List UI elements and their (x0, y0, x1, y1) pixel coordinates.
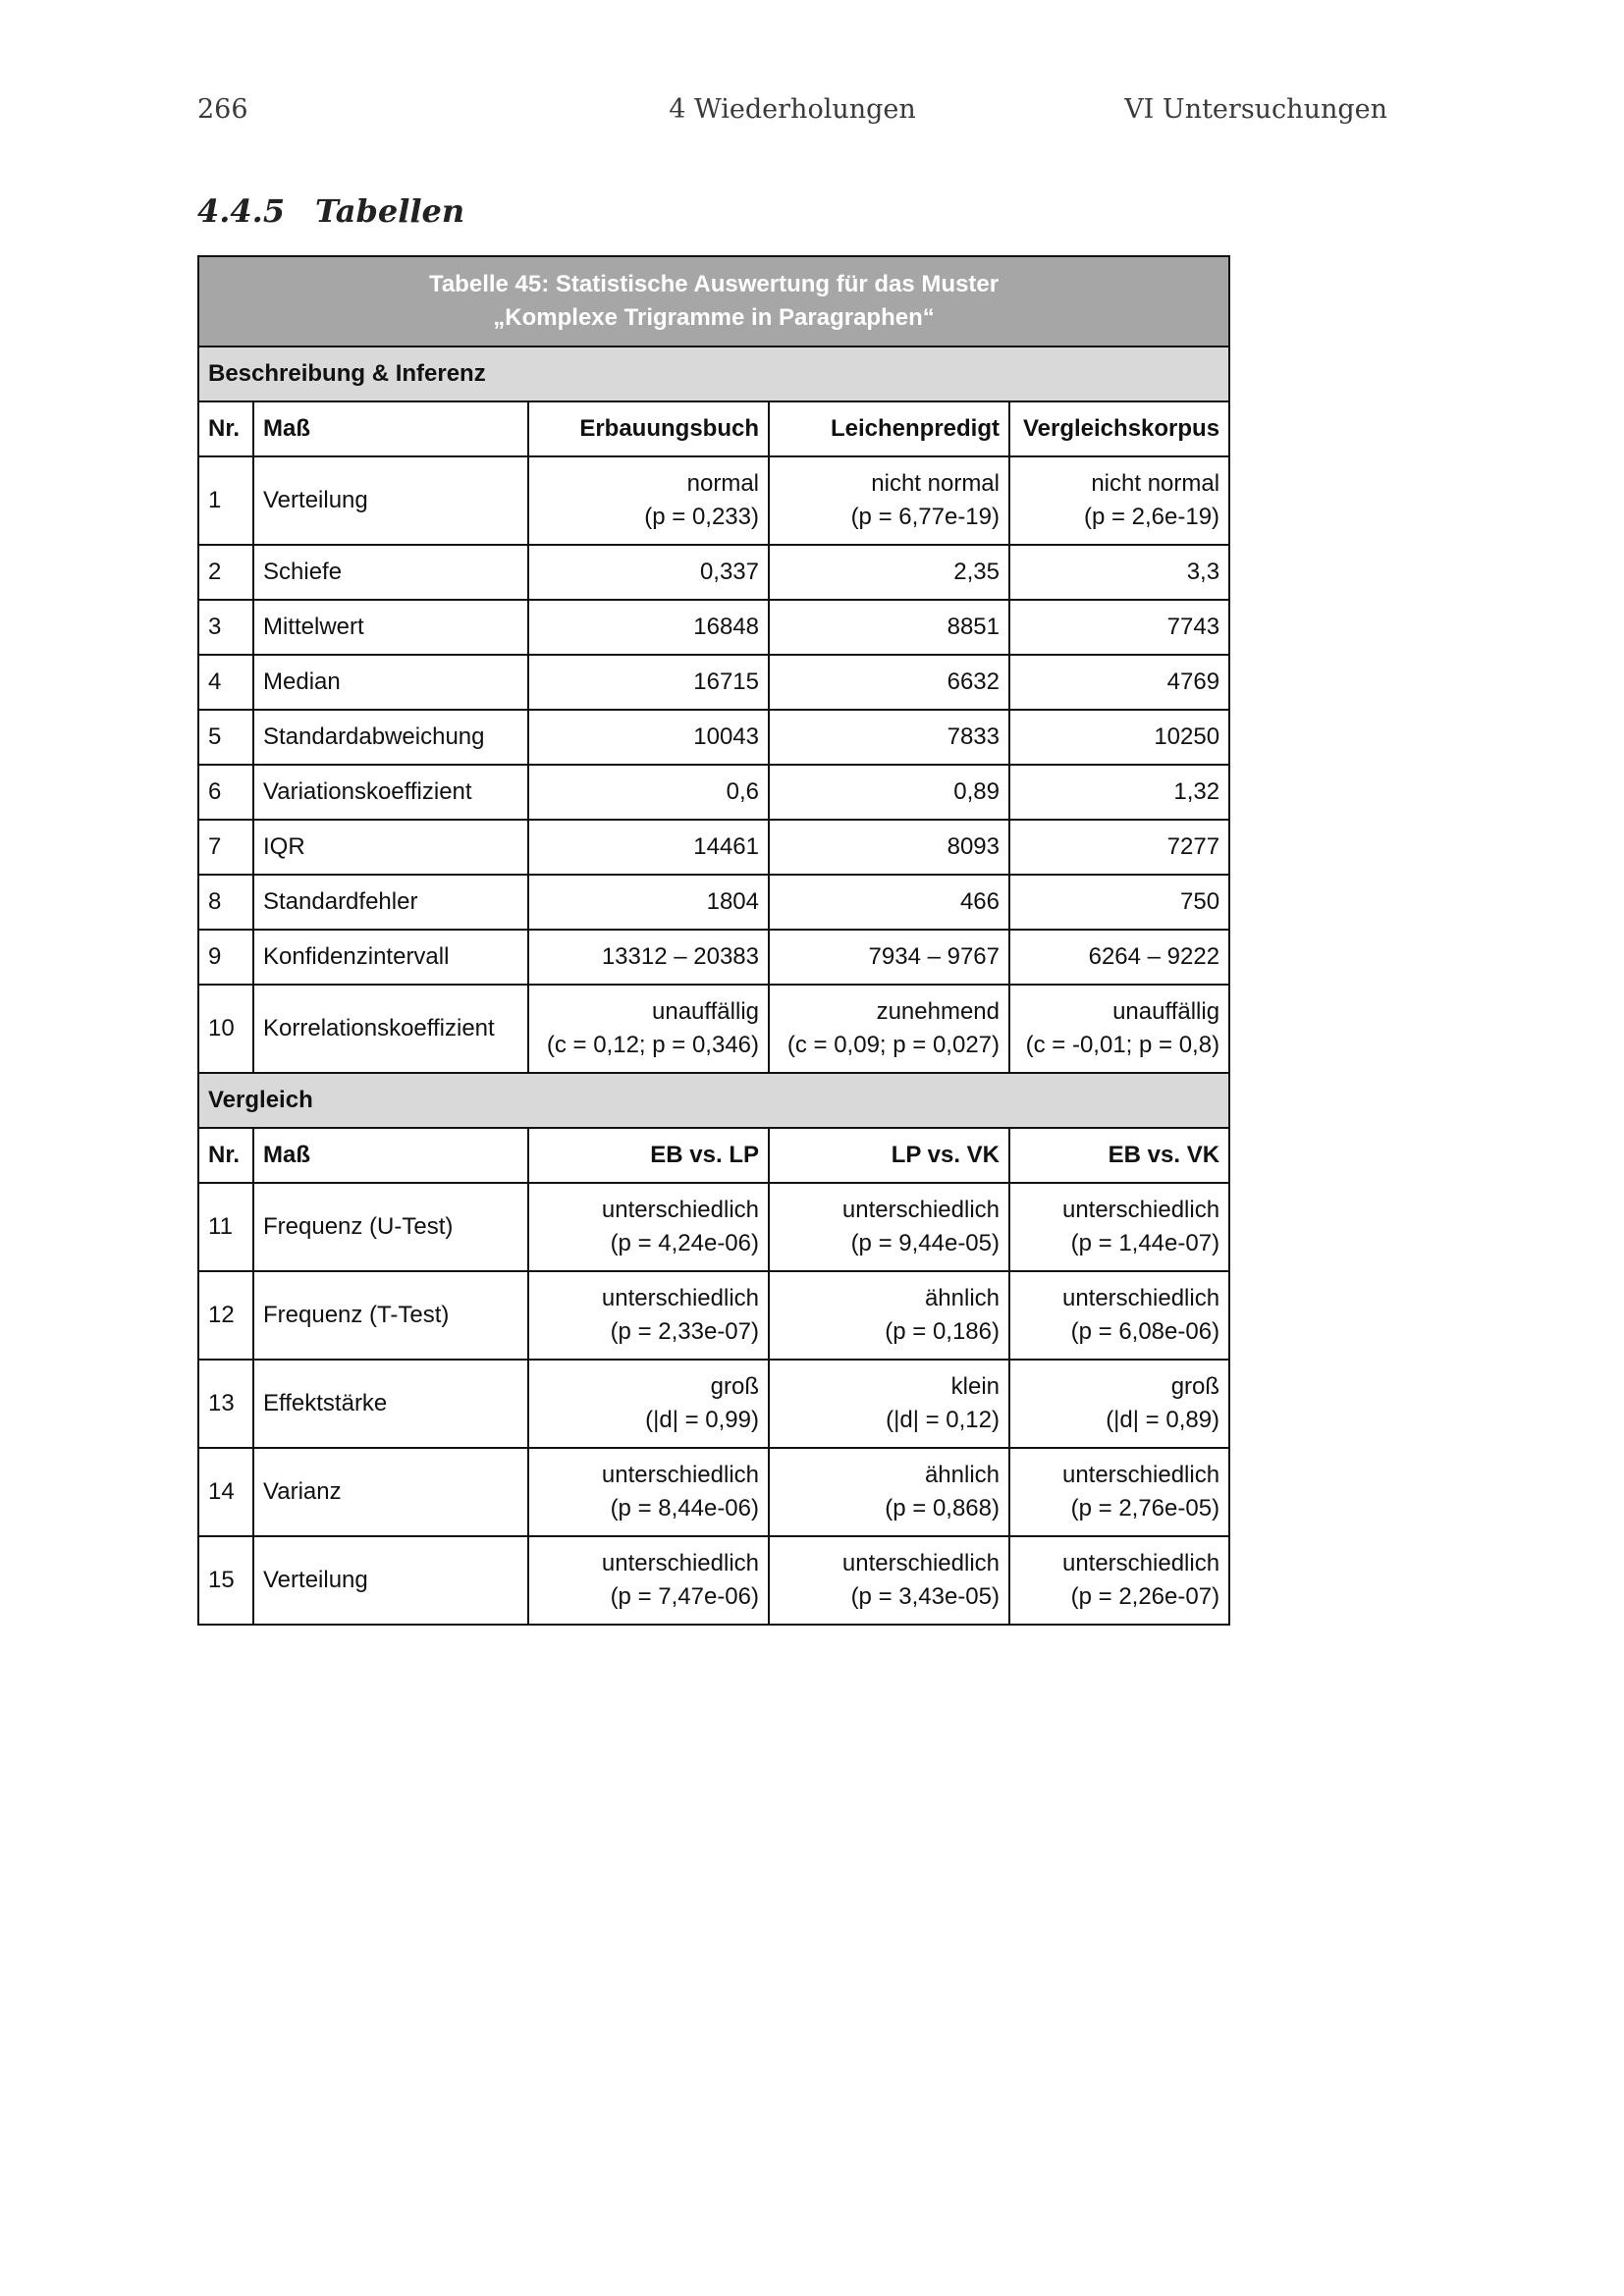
value-line: (c = -0,01; p = 0,8) (1025, 1032, 1220, 1058)
part-title: VI Untersuchungen (1124, 94, 1387, 125)
caption-row (198, 256, 1229, 347)
value-line: unterschiedlich (601, 1197, 759, 1223)
value-cell (528, 1183, 769, 1271)
row-number: 14 (198, 1448, 253, 1536)
value-line: 0,337 (699, 559, 759, 585)
value-line: unauffällig (1112, 998, 1220, 1025)
column-header: Leichenpredigt (769, 401, 1009, 456)
value-line: 7743 (1166, 614, 1220, 640)
value-line: 16715 (693, 668, 759, 695)
value-cell (1009, 820, 1229, 875)
table-row (198, 655, 1229, 710)
table-caption (198, 256, 1229, 347)
value-line: 3,3 (1186, 559, 1220, 585)
table-row (198, 930, 1229, 985)
table-row (198, 985, 1229, 1073)
value-line: 6264 – 9222 (1088, 943, 1220, 970)
value-line: (p = 2,6e-19) (1083, 504, 1220, 530)
value-line: unterschiedlich (1061, 1285, 1220, 1311)
section-row (198, 1073, 1229, 1128)
value-line: groß (710, 1373, 759, 1400)
value-line: (|d| = 0,12) (886, 1407, 1000, 1433)
value-line: normal (686, 470, 759, 497)
value-line: 4769 (1166, 668, 1220, 695)
value-line: 7934 – 9767 (868, 943, 1000, 970)
table-row (198, 820, 1229, 875)
value-line: groß (1170, 1373, 1220, 1400)
value-line: (p = 2,26e-07) (1070, 1583, 1220, 1610)
table-row (198, 1183, 1229, 1271)
value-line: (p = 8,44e-06) (610, 1495, 759, 1522)
value-cell (1009, 930, 1229, 985)
value-line: 0,89 (953, 778, 1000, 805)
table-row (198, 765, 1229, 820)
value-cell (769, 710, 1009, 765)
chapter-title: 4 Wiederholungen (669, 94, 916, 125)
measure-name: Verteilung (253, 1536, 528, 1625)
value-cell (528, 456, 769, 545)
value-line: 10250 (1154, 723, 1220, 750)
column-header: EB vs. VK (1009, 1128, 1229, 1183)
value-line: unterschiedlich (841, 1550, 1000, 1576)
value-cell (769, 1271, 1009, 1360)
table-row (198, 1271, 1229, 1360)
value-line: 7277 (1166, 833, 1220, 860)
column-header: Maß (253, 401, 528, 456)
value-line: (|d| = 0,89) (1106, 1407, 1220, 1433)
column-header-row (198, 401, 1229, 456)
value-cell (769, 985, 1009, 1073)
table-row (198, 545, 1229, 600)
measure-name: Standardfehler (253, 875, 528, 930)
column-header: Vergleichskorpus (1009, 401, 1229, 456)
value-cell (528, 600, 769, 655)
value-line: (p = 2,76e-05) (1070, 1495, 1220, 1522)
value-line: (c = 0,09; p = 0,027) (786, 1032, 1000, 1058)
value-line: (c = 0,12; p = 0,346) (546, 1032, 759, 1058)
section-title: Tabellen (315, 192, 465, 230)
row-number: 15 (198, 1536, 253, 1625)
section-heading-cell: Beschreibung & Inferenz (198, 347, 1229, 401)
value-line: unterschiedlich (601, 1550, 759, 1576)
value-line: 1,32 (1173, 778, 1220, 805)
page-number: 266 (197, 94, 248, 125)
value-cell (1009, 1536, 1229, 1625)
value-cell (769, 930, 1009, 985)
row-number: 13 (198, 1360, 253, 1448)
column-header: Nr. (198, 1128, 253, 1183)
value-line: (p = 7,47e-06) (610, 1583, 759, 1610)
value-line: unterschiedlich (1061, 1550, 1220, 1576)
row-number: 10 (198, 985, 253, 1073)
row-number: 3 (198, 600, 253, 655)
table-row (198, 875, 1229, 930)
value-cell (1009, 1448, 1229, 1536)
value-line: (p = 1,44e-07) (1070, 1230, 1220, 1256)
value-cell (528, 930, 769, 985)
value-cell (1009, 655, 1229, 710)
measure-name: Frequenz (T-Test) (253, 1271, 528, 1360)
value-line: (p = 0,186) (885, 1318, 1000, 1345)
table-row (198, 1360, 1229, 1448)
value-cell (769, 765, 1009, 820)
column-header: EB vs. LP (528, 1128, 769, 1183)
value-line: 6632 (947, 668, 1000, 695)
table-row (198, 1536, 1229, 1625)
value-line: 7833 (947, 723, 1000, 750)
row-number: 9 (198, 930, 253, 985)
value-cell (769, 820, 1009, 875)
value-cell (1009, 456, 1229, 545)
value-line: 10043 (693, 723, 759, 750)
value-line: (p = 3,43e-05) (850, 1583, 1000, 1610)
value-cell (528, 985, 769, 1073)
row-number: 2 (198, 545, 253, 600)
value-cell (769, 875, 1009, 930)
value-cell (769, 655, 1009, 710)
value-line: 0,6 (726, 778, 759, 805)
value-cell (769, 1536, 1009, 1625)
value-line: (p = 0,233) (644, 504, 759, 530)
value-cell (528, 1448, 769, 1536)
value-cell (769, 1360, 1009, 1448)
value-cell (1009, 600, 1229, 655)
value-cell (528, 1360, 769, 1448)
section-row (198, 347, 1229, 401)
column-header: Maß (253, 1128, 528, 1183)
value-line: (p = 6,77e-19) (850, 504, 1000, 530)
value-line: ähnlich (924, 1462, 1000, 1488)
value-line: unterschiedlich (841, 1197, 1000, 1223)
measure-name: Median (253, 655, 528, 710)
value-cell (769, 1448, 1009, 1536)
measure-name: Konfidenzintervall (253, 930, 528, 985)
caption-line-2: „Komplexe Trigramme in Paragraphen“ (493, 304, 935, 331)
value-cell (528, 1536, 769, 1625)
value-cell (528, 545, 769, 600)
value-cell (528, 1271, 769, 1360)
row-number: 7 (198, 820, 253, 875)
value-cell (769, 600, 1009, 655)
measure-name: Standardabweichung (253, 710, 528, 765)
value-line: (p = 9,44e-05) (850, 1230, 1000, 1256)
value-line: 466 (959, 888, 1000, 915)
running-head (197, 94, 1387, 133)
value-line: 750 (1180, 888, 1220, 915)
value-line: unterschiedlich (1061, 1197, 1220, 1223)
value-line: nicht normal (871, 470, 1000, 497)
row-number: 4 (198, 655, 253, 710)
measure-name: Effektstärke (253, 1360, 528, 1448)
measure-name: Verteilung (253, 456, 528, 545)
value-cell (528, 875, 769, 930)
caption-line-1: Tabelle 45: Statistische Auswertung für das Muster (428, 271, 1000, 297)
value-cell (1009, 985, 1229, 1073)
measure-name: Varianz (253, 1448, 528, 1536)
table-row (198, 710, 1229, 765)
measure-name: Mittelwert (253, 600, 528, 655)
value-line: klein (950, 1373, 1000, 1400)
column-header: Nr. (198, 401, 253, 456)
section-heading-cell: Vergleich (198, 1073, 1229, 1128)
value-line: (p = 0,868) (885, 1495, 1000, 1522)
value-line: 13312 – 20383 (601, 943, 759, 970)
value-line: nicht normal (1091, 470, 1220, 497)
value-cell (769, 545, 1009, 600)
value-line: unterschiedlich (601, 1285, 759, 1311)
table-row (198, 600, 1229, 655)
value-cell (528, 765, 769, 820)
value-cell (1009, 765, 1229, 820)
measure-name: Schiefe (253, 545, 528, 600)
table-row (198, 456, 1229, 545)
measure-name: Korrelationskoeffizient (253, 985, 528, 1073)
value-cell (1009, 1360, 1229, 1448)
value-cell (769, 1183, 1009, 1271)
value-cell (1009, 710, 1229, 765)
value-line: 14461 (693, 833, 759, 860)
value-cell (1009, 1271, 1229, 1360)
value-cell (1009, 875, 1229, 930)
value-cell (528, 820, 769, 875)
value-cell (1009, 545, 1229, 600)
row-number: 6 (198, 765, 253, 820)
row-number: 1 (198, 456, 253, 545)
table-row (198, 1448, 1229, 1536)
row-number: 12 (198, 1271, 253, 1360)
value-line: (p = 6,08e-06) (1070, 1318, 1220, 1345)
value-cell (769, 456, 1009, 545)
column-header: LP vs. VK (769, 1128, 1009, 1183)
value-line: unterschiedlich (1061, 1462, 1220, 1488)
value-cell (1009, 1183, 1229, 1271)
row-number: 8 (198, 875, 253, 930)
value-cell (528, 710, 769, 765)
section-heading (197, 192, 464, 230)
measure-name: Variationskoeffizient (253, 765, 528, 820)
value-line: zunehmend (876, 998, 1000, 1025)
row-number: 5 (198, 710, 253, 765)
column-header-row (198, 1128, 1229, 1183)
value-line: 16848 (693, 614, 759, 640)
value-line: (|d| = 0,99) (645, 1407, 759, 1433)
value-line: (p = 4,24e-06) (610, 1230, 759, 1256)
value-line: 1804 (706, 888, 759, 915)
column-header: Erbauungsbuch (528, 401, 769, 456)
section-number: 4.4.5 (197, 192, 286, 230)
value-line: 8851 (947, 614, 1000, 640)
value-cell (528, 655, 769, 710)
value-line: (p = 2,33e-07) (610, 1318, 759, 1345)
value-line: unterschiedlich (601, 1462, 759, 1488)
measure-name: Frequenz (U-Test) (253, 1183, 528, 1271)
statistics-table (197, 255, 1230, 1626)
measure-name: IQR (253, 820, 528, 875)
value-line: ähnlich (924, 1285, 1000, 1311)
value-line: 8093 (947, 833, 1000, 860)
row-number: 11 (198, 1183, 253, 1271)
value-line: 2,35 (953, 559, 1000, 585)
value-line: unauffällig (652, 998, 759, 1025)
